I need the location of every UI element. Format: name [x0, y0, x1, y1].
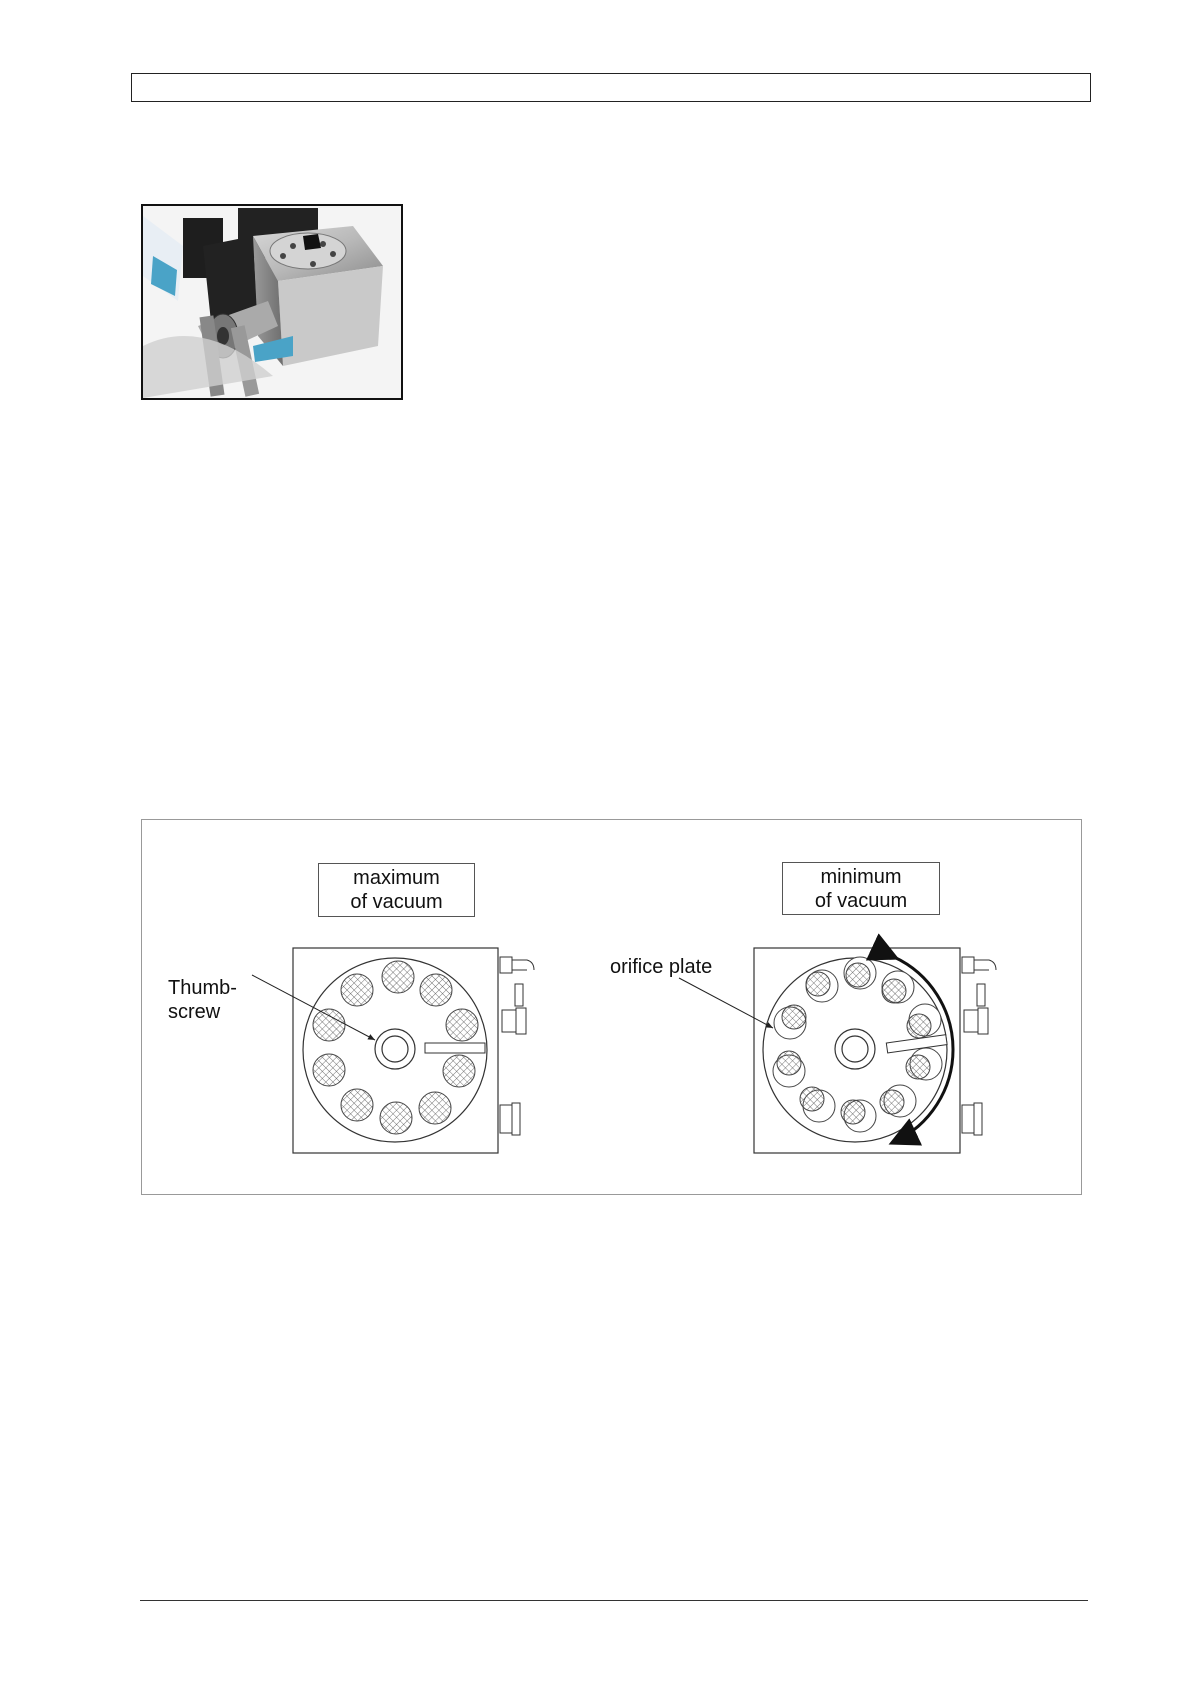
max-title-line1: maximum — [353, 867, 440, 889]
vacuum-box-photo — [141, 204, 403, 400]
maximum-vacuum-label — [318, 863, 475, 917]
footer-rule — [140, 1600, 1088, 1601]
header-box — [131, 73, 1091, 102]
thumbscrew-label-line2: screw — [168, 1001, 221, 1023]
right-vacuum-box-drawing — [679, 948, 996, 1153]
minimum-vacuum-label — [782, 862, 940, 915]
left-vacuum-box-drawing — [252, 948, 534, 1153]
orifice-plate-label: orifice plate — [610, 956, 713, 978]
orifice-plate-figure — [141, 819, 1082, 1195]
thumbscrew-label-line1: Thumb- — [168, 977, 237, 999]
max-title-line2: of vacuum — [350, 891, 443, 913]
min-title-line1: minimum — [820, 866, 902, 888]
min-title-line2: of vacuum — [814, 890, 908, 912]
